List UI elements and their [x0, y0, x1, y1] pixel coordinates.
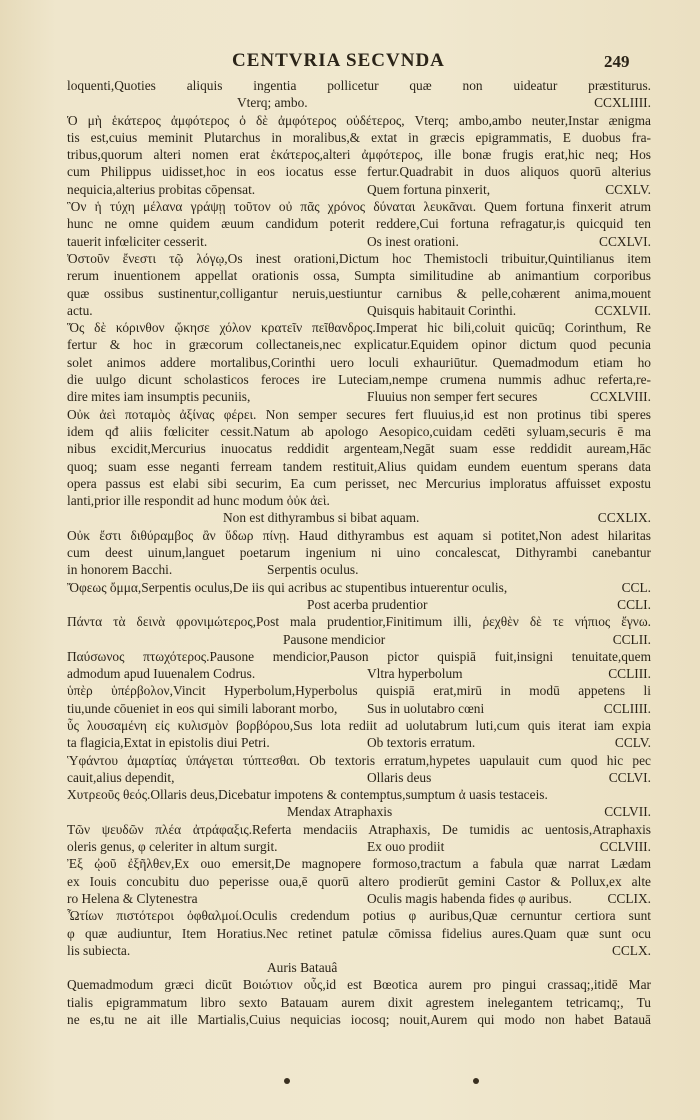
text-line: idem qđ aliis fœliciter cessit.Natum ab apologo Aesopico,cuidam cedēti syluam,securis ē ma	[67, 423, 651, 439]
text-line: Πάντα τὰ δεινὰ φρονιμώτερος,Post mala prudentior,Finitimum illi, ῥεχθὲν δὲ τε νήπιος ἔγνω.	[67, 614, 651, 630]
adage-number: CCXLVIII.	[590, 389, 651, 405]
text-line: φ quæ audiuntur, Item Horatius.Nec retinet patulæ cōmissa fidelius aures.Quam quæ sunt ocu	[67, 925, 651, 941]
adage-number: CCLX.	[611, 942, 651, 958]
text-line: tis est,cuius meminit Plutarchus in moralibus,& extat in græcis epigrammatis, E duobus fra-	[67, 129, 651, 145]
adage-title: Ollaris deus	[367, 769, 432, 785]
adage-number: CCL.	[621, 579, 651, 595]
adage-number: CCXLIX.	[597, 510, 651, 526]
text-line: solet animos addere mortalibus,Corinthi uero loculi exhauriūtur. Quemadmodum etiam ho	[67, 354, 651, 370]
adage-title: Quisquis habitauit Corinthi.	[367, 302, 517, 318]
text-line	[67, 942, 651, 959]
text-line: Οὐκ ἀεὶ ποταμὸς ἀξίνας φέρει. Non semper secures fert fluuius,id est non protinus tibi speres	[67, 406, 651, 422]
adage-title: Vterq; ambo.	[237, 95, 308, 111]
adage-title: Pausone mendicior	[283, 631, 386, 647]
text-line-body: ta flagicia,Extat in epistolis diui Petri.	[67, 735, 270, 751]
adage-heading-line	[67, 579, 651, 596]
text-line	[67, 700, 651, 717]
text-line: Quemadmodum græci dicūt Βοιώτιον οὖς,id est Bœotica aurem pro pingui crassaq;,itidē Mar	[67, 977, 651, 993]
text-line: tialis epigrammatum libro sexto Batauam aurem dixit agrestem inelegantem tetricamq;, Tu	[67, 994, 651, 1010]
text-line: Τῶν ψευδῶν πλέα ἀτράφαξις.Referta mendaciis Atraphaxis, De tumidis ac uentosis,Atraphaxis	[67, 821, 651, 837]
text-line: cum Philippus uidisset,hoc in eos iocatus esse fertur.Quadrabit in duos aliquos quorū alterius	[67, 164, 651, 180]
adage-number: CCXLVI.	[599, 233, 651, 249]
adage-heading-line	[67, 803, 651, 820]
text-line: lanti,prior ille respondit ad hunc modum ὁὐκ ἀεὶ.	[67, 493, 330, 509]
text-line-body: oleris genus, φ celeriter in altum surgit.	[67, 839, 278, 855]
text-line: ne es,tu ne ait ille Martialis,Cuius nequicias iocosq; nouit,Aurem qui modo non habet Batauā	[67, 1012, 651, 1028]
text-line: Ὦτίων πιστότεροι ὀφθαλμοί.Oculis credendum potius φ auribus,Quæ cernuntur certiora sunt	[67, 908, 651, 924]
text-line: Χυτρεοῦς θεός.Ollaris deus,Dicebatur impotens & contemptus,sumptum ἀ uasis testaceis.	[67, 787, 548, 803]
text-line-body: tiu,unde cōueniet in eos qui simili laborant morbo,	[67, 700, 338, 716]
text-line	[67, 233, 651, 250]
adage-number: CCLIX.	[607, 890, 651, 906]
text-line: opera passus est elabi sibi securim, Ea cum perisset, nec Mercurius imploratus affuisset expostu	[67, 475, 651, 491]
text-line	[67, 665, 651, 682]
adage-number: CCXLIIII.	[594, 95, 651, 111]
adage-number: CCLV.	[614, 735, 651, 751]
text-line: ὗς λουσαμένη εἰς κυλισμὸν βορβόρου,Sus lota rediit ad uolutabrum luti,cum quis iterat iam expia	[67, 717, 651, 733]
text-line: die uulgo dicunt scholasticos feroces ire Luteciam,nempe crumena nummis adhuc referta,re-	[67, 372, 651, 388]
adage-heading-line	[67, 561, 651, 578]
folio-number: 249	[604, 52, 630, 71]
text-line: Ἐξ ᾠοῦ ἐξῆλθεν,Ex ouo emersit,De magnopere formoso,tractum a fabula quæ narrat Lædam	[67, 856, 651, 872]
text-line: hunc ne omne quidem æuum candidum poterit reddere,Cui fortuna refragatur,is quicquid ten	[67, 216, 651, 232]
text-line: ὑπὲρ ὑπέρβολον,Vincit Hyperbolum,Hyperbolus quispiā erat,mirū in modū appetens li	[67, 683, 651, 699]
text-block	[67, 77, 651, 1028]
text-line: rerum inuentionem appellat orationis ossa, Sumpta similitudine ab animantium corporibus	[67, 268, 651, 284]
adage-number: CCLVI.	[608, 769, 651, 785]
text-line-body: admodum apud Iuuenalem Codrus.	[67, 666, 256, 682]
running-title: CENTVRIA SECVNDA	[232, 50, 445, 71]
page-header	[0, 50, 700, 80]
adage-number: CCLVII.	[604, 804, 651, 820]
text-line-body: dire mites iam insumptis pecuniis,	[67, 389, 251, 405]
text-line: Ὅς δὲ κόρινθον ᾤκησε χόλον κρατεῖν πεῖθανδρος.Imperat hic bili,coluit quicūq; Corinthum, Re	[67, 320, 651, 336]
adage-title: Ob textoris erratum.	[367, 735, 476, 751]
adage-title: Oculis magis habenda fides φ auribus.	[367, 890, 572, 906]
text-line: quæ ossibus sustinentur,colligantur neruis,uestiuntur carnibus & pelle,cohærent anima,mouent	[67, 285, 651, 301]
adage-title: Ὄφεως ὄμμα,Serpentis oculus,De iis qui acribus ac stupentibus intuerentur oculis,	[67, 579, 508, 595]
text-line	[67, 181, 651, 198]
text-line-body: cauit,alius dependit,	[67, 769, 175, 785]
adage-title: Fluuius non semper fert secures	[367, 389, 538, 405]
adage-heading-line	[67, 631, 651, 648]
text-line-body: actu.	[67, 302, 93, 318]
footer-ornament	[284, 1078, 290, 1084]
adage-title: in honorem Bacchi.	[67, 562, 173, 578]
adage-number: CCLVIII.	[599, 839, 651, 855]
text-line: cum deest uinum,languet poetarum ingenium ni uino concalescat, Dithyrambi canebantur	[67, 545, 651, 561]
text-line	[67, 769, 651, 786]
text-line: Παύσωνος πτωχότερος.Pausone mendicior,Pauson pictor quispiā fuit,insigni tenuitate,quem	[67, 648, 651, 664]
text-line: nibus excidit,Mercurius inuocatus reddidit argenteam,Negāt suam esse reddidit auream,Hāc	[67, 441, 651, 457]
text-line: Ὑφάντου ἁμαρτίας ὑπάγεται τύπτεσθαι. Ob textoris erratum,hypetes uapulauit cum quod hic pec	[67, 752, 651, 768]
text-line: Ὁ μὴ ἑκάτερος ἀμφότερος ὁ δὲ ἀμφότερος οὐδέτερος, Vterq; ambo,ambo neuter,Instar ænigma	[67, 112, 651, 128]
adage-number: CCLI.	[617, 596, 651, 612]
text-line	[67, 302, 651, 319]
text-line: Ὃν ἡ τύχη μέλανα γράψῃ τοῦτον οὐ πᾶς χρόνος δύναται λευκᾶναι. Quem fortuna finxerit atrum	[67, 199, 651, 215]
adage-heading-line	[67, 94, 651, 111]
adage-title: Post acerba prudentior	[307, 596, 428, 612]
adage-number: CCLIIII.	[603, 700, 651, 716]
footer-ornament	[473, 1078, 479, 1084]
text-line: ex Iouis concubitu duo peperisse oua,ē quorū altero prodierūt gemini Castor & Pollux,ex alte	[67, 873, 651, 889]
text-line-body: tauerit infœliciter cesserit.	[67, 233, 208, 249]
text-line-body: nequicia,alterius probitas cōpensat.	[67, 181, 256, 197]
adage-number: CCXLV.	[605, 181, 651, 197]
text-line	[67, 388, 651, 405]
text-line: quoq; suam esse neganti ferream tandem restituit,Alius quidam eundem euentum sperans data	[67, 458, 651, 474]
adage-heading-line	[67, 596, 651, 613]
text-line-body: ro Helena & Clytenestra	[67, 890, 198, 906]
text-line: loquenti,Quoties aliquis ingentia pollicetur quæ non uideatur præstiturus.	[67, 78, 651, 93]
adage-title: Mendax Atraphaxis	[287, 804, 393, 820]
adage-title: Vltra hyperbolum	[367, 666, 463, 682]
adage-title: Os inest orationi.	[367, 233, 459, 249]
text-line	[67, 734, 651, 751]
adage-title: Quem fortuna pinxerit,	[367, 181, 491, 197]
text-line-body: lis subiecta.	[67, 942, 131, 958]
text-line: fertur & hoc in græcorum collectaneis,nec explicatur.Equidem opinor dictum quod pecunia	[67, 337, 651, 353]
text-line: Ὀστοῦν ἔνεστι τῷ λόγῳ,Os inest orationi,Dictum hoc Themistocli tribuitur,Quintilianus item	[67, 250, 651, 266]
adage-title: Auris Batauâ	[267, 960, 338, 976]
adage-title: Non est dithyrambus si bibat aquam.	[223, 510, 420, 526]
adage-title: Sus in uolutabro cœni	[367, 700, 485, 716]
adage-heading-line	[67, 509, 651, 526]
text-line: tribus,quorum alteri nomen erat ἑκάτερος,alteri ἀμφότερος, ille bonæ frugis erat,hic neq; Hos	[67, 147, 651, 163]
text-line	[67, 838, 651, 855]
adage-number: CCLII.	[612, 631, 651, 647]
adage-number: CCLIII.	[608, 666, 651, 682]
text-line: Οὐκ ἔστι διθύραμβος ἂν ὕδωρ πίνῃ. Haud dithyrambus est aquam si potitet,Non adest hilaritas	[67, 527, 651, 543]
text-line	[67, 890, 651, 907]
adage-title: Ex ouo prodiit	[367, 839, 445, 855]
adage-number: CCXLVII.	[594, 302, 651, 318]
adage-heading-line	[67, 959, 651, 976]
adage-title: Serpentis oculus.	[267, 562, 359, 578]
